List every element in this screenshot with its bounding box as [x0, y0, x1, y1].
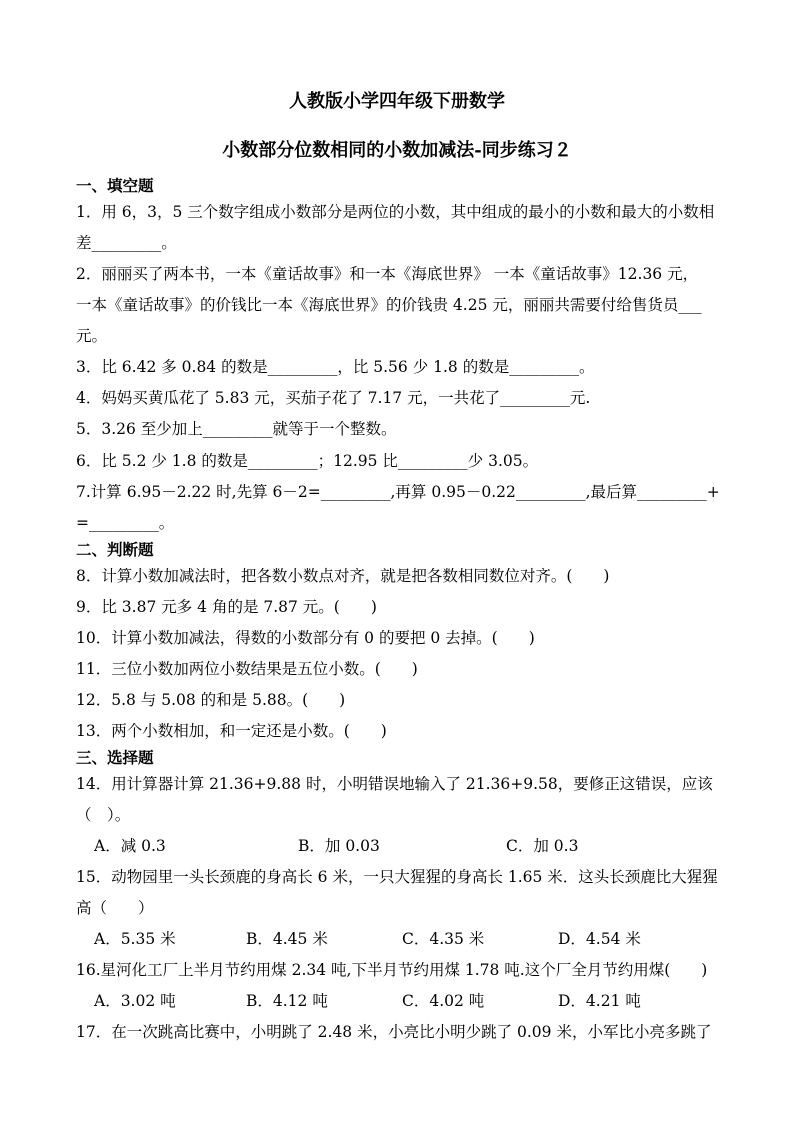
section-multiple-choice: 三、选择题 — [76, 748, 154, 767]
question-2-line-3: 元。 — [76, 327, 108, 345]
question-2-line-1: 2．丽丽买了两本书，一本《童话故事》和一本《海底世界》 一本《童话故事》12.36 元， — [76, 265, 699, 283]
option-c[interactable]: C．4.35 米 — [402, 930, 485, 948]
question-5: 5．3.26 至少加上_________就等于一个整数。 — [76, 420, 397, 438]
question-12: 12．5.8 与 5.08 的和是 5.88。( ) — [76, 691, 346, 709]
question-7-line-1: 7.计算 6.95－2.22 时,先算 6－2=_________,再算 0.95－0.22_________,最后算_________+ — [76, 483, 720, 501]
option-b[interactable]: B．4.45 米 — [246, 930, 328, 948]
question-14-line-1: 14．用计算器计算 21.36+9.88 时，小明错误地输入了 21.36+9.58，要修正这错误，应该 — [76, 775, 713, 793]
question-3: 3．比 6.42 多 0.84 的数是_________，比 5.56 少 1.8 的数是_________。 — [76, 358, 595, 376]
question-15-line-2: 高（ ） — [76, 899, 154, 917]
question-6: 6．比 5.2 少 1.8 的数是_________；12.95 比_________少 3.05。 — [76, 452, 539, 470]
option-a[interactable]: A．减 0.3 — [94, 837, 166, 855]
question-10: 10．计算小数加减法，得数的小数部分有 0 的要把 0 去掉。( ) — [76, 629, 535, 647]
question-1-line-1: 1．用 6，3，5 三个数字组成小数部分是两位的小数，其中组成的最小的小数和最大的小数相 — [76, 203, 715, 221]
option-c[interactable]: C．加 0.3 — [506, 837, 579, 855]
page-subtitle: 小数部分位数相同的小数加减法-同步练习２ — [222, 140, 572, 161]
section-fill-blank: 一、填空题 — [76, 176, 154, 195]
option-b[interactable]: B．加 0.03 — [298, 837, 380, 855]
question-4: 4．妈妈买黄瓜花了 5.83 元，买茄子花了 7.17 元，一共花了_________元. — [76, 389, 591, 407]
page-title: 人教版小学四年级下册数学 — [289, 91, 505, 112]
option-b[interactable]: B．4.12 吨 — [246, 992, 328, 1010]
question-8: 8．计算小数加减法时，把各数小数点对齐，就是把各数相同数位对齐。( ) — [76, 567, 610, 585]
option-d[interactable]: D．4.21 吨 — [558, 992, 641, 1010]
question-15-line-1: 15．动物园里一头长颈鹿的身高长 6 米，一只大猩猩的身高长 1.65 米．这头长颈鹿比大猩猩 — [76, 868, 718, 886]
question-11: 11．三位小数加两位小数结果是五位小数。( ) — [76, 660, 418, 678]
question-2-line-2: 一本《童话故事》的价钱比一本《海底世界》的价钱贵 4.25 元，丽丽共需要付给售货员___ — [76, 296, 702, 314]
question-7-line-2: =_________。 — [76, 514, 175, 532]
question-1-line-2: 差_________。 — [76, 234, 177, 252]
option-c[interactable]: C．4.02 吨 — [402, 992, 485, 1010]
option-d[interactable]: D．4.54 米 — [558, 930, 641, 948]
question-17: 17．在一次跳高比赛中，小明跳了 2.48 米，小亮比小明少跳了 0.09 米，小军比小亮多跳了 — [76, 1023, 712, 1041]
question-13: 13．两个小数相加，和一定还是小数。( ) — [76, 722, 387, 740]
option-a[interactable]: A．3.02 吨 — [94, 992, 176, 1010]
question-14-line-2: （ ）。 — [76, 806, 131, 824]
option-a[interactable]: A．5.35 米 — [94, 930, 176, 948]
question-16: 16.星河化工厂上半月节约用煤 2.34 吨,下半月节约用煤 1.78 吨.这个厂全月节约用煤( ) — [76, 961, 708, 979]
section-true-false: 二、判断题 — [76, 540, 154, 559]
question-9: 9．比 3.87 元多 4 角的是 7.87 元。( ) — [76, 598, 377, 616]
